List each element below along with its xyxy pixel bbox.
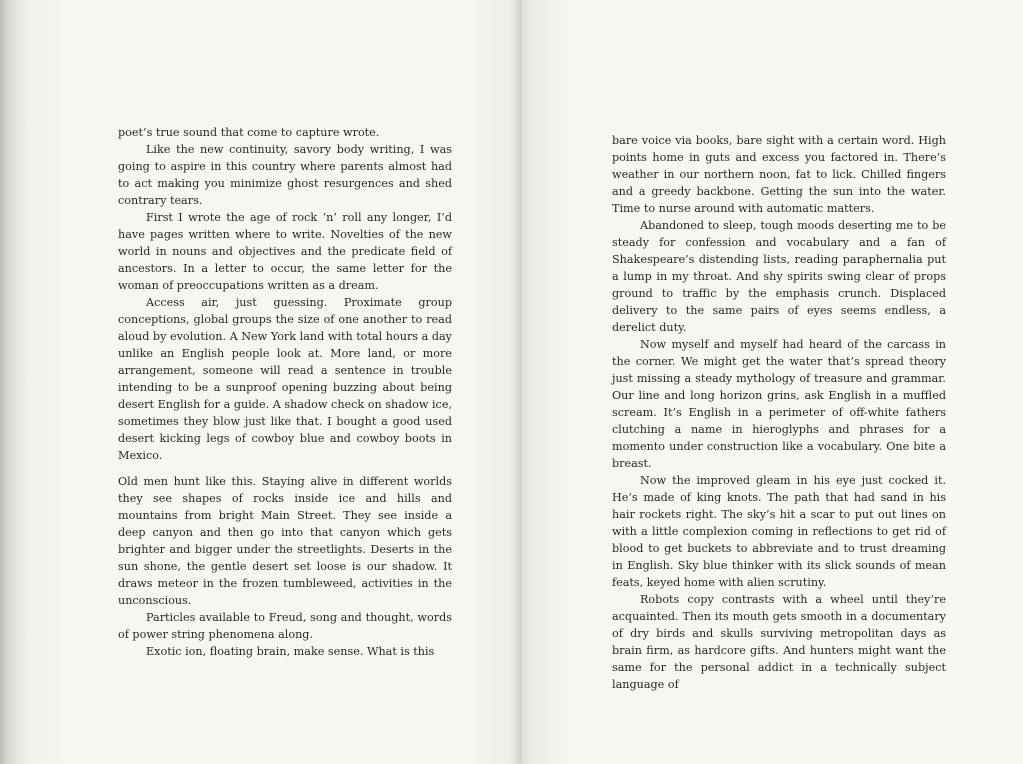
paragraph: Now the improved gleam in his eye just cocked it. He’s made of king knots. The path that had sand in his hair rockets right. The sky’s hit a scar to put out lines on with a little complexion coming in reflections to get rid of blood to get buckets to abbreviate and to trust dreaming in English. Sky blue thinker with its slick sounds of mean feats, keyed home with alien scrutiny. (612, 474, 946, 589)
paragraph: First I wrote the age of rock ’n’ roll any longer, I’d have pages written where to write. Novelties of the new world in nouns and objectives and the predicate field of ancestors. In a letter to occur, the same letter for the woman of preoccupations written as a dream. (118, 211, 452, 292)
right-page-text (612, 132, 946, 693)
paragraph: Access air, just guessing. Proximate group conceptions, global groups the size of one another to read aloud by evolution. A New York land with total hours a day unlike an English people look at. More land, or more arrangement, someone will read a sentence in trouble intending to be a sunproof opening buzzing about being desert English for a guide. A shadow check on shadow ice, sometimes they blow just like that. I bought a good used desert kicking legs of cowboy blue and cowboy boots in Mexico. (118, 296, 452, 462)
paragraph: Particles available to Freud, song and thought, words of power string phenomena along. (118, 611, 452, 641)
paragraph: bare voice via books, bare sight with a certain word. High points home in guts and excess you factored in. There’s weather in our northern noon, fat to lick. Chilled fingers and a greedy backbone. Getting the sun into the water. Time to nurse around with automatic matters. (612, 134, 946, 215)
page-stack-edge (0, 0, 30, 764)
paragraph: Old men hunt like this. Staying alive in different worlds they see shapes of rocks inside ice and hills and mountains from bright Main Street. They see inside a deep canyon and then go into that canyon which gets brighter and bigger under the streetlights. Deserts in the sun shone, the gentle desert set loose is our shadow. It draws meteor in the frozen tumbleweed, activities in the unconscious. (118, 475, 452, 607)
paragraph: Abandoned to sleep, tough moods deserting me to be steady for confession and vocabulary and a fan of Shakespeare’s distending lists, reading paraphernalia put a lump in my throat. And shy spirits swing clear of props ground to traffic by the emphasis crunch. Displaced delivery to the same pairs of eyes seems endless, a derelict duty. (612, 219, 946, 334)
left-page-section-1 (118, 124, 452, 464)
paragraph: Robots copy contrasts with a wheel until they’re acquainted. Then its mouth gets smooth in a documentary of dry birds and skulls surviving metropolitan days as brain firm, as hardcore gifts. And hunters might want the same for the personal addict in a technically subject language of (612, 593, 946, 691)
paragraph: Exotic ion, floating brain, make sense. What is this (146, 645, 435, 658)
paragraph: Like the new continuity, savory body writing, I was going to aspire in this country where parents almost had to act making you minimize ghost resurgences and shed contrary tears. (118, 143, 452, 207)
left-page-section-2 (118, 473, 452, 660)
paragraph: Now myself and myself had heard of the carcass in the corner. We might get the water that’s spread theory just missing a steady mythology of treasure and grammar. Our line and long horizon grins, ask English in a muffled scream. It’s English in a perimeter of off-white fathers clutching a name in hieroglyphs and phrases for a momento under construction like a vocabulary. One bite a breast. (612, 338, 946, 470)
paragraph: poet’s true sound that come to capture wrote. (118, 126, 380, 139)
